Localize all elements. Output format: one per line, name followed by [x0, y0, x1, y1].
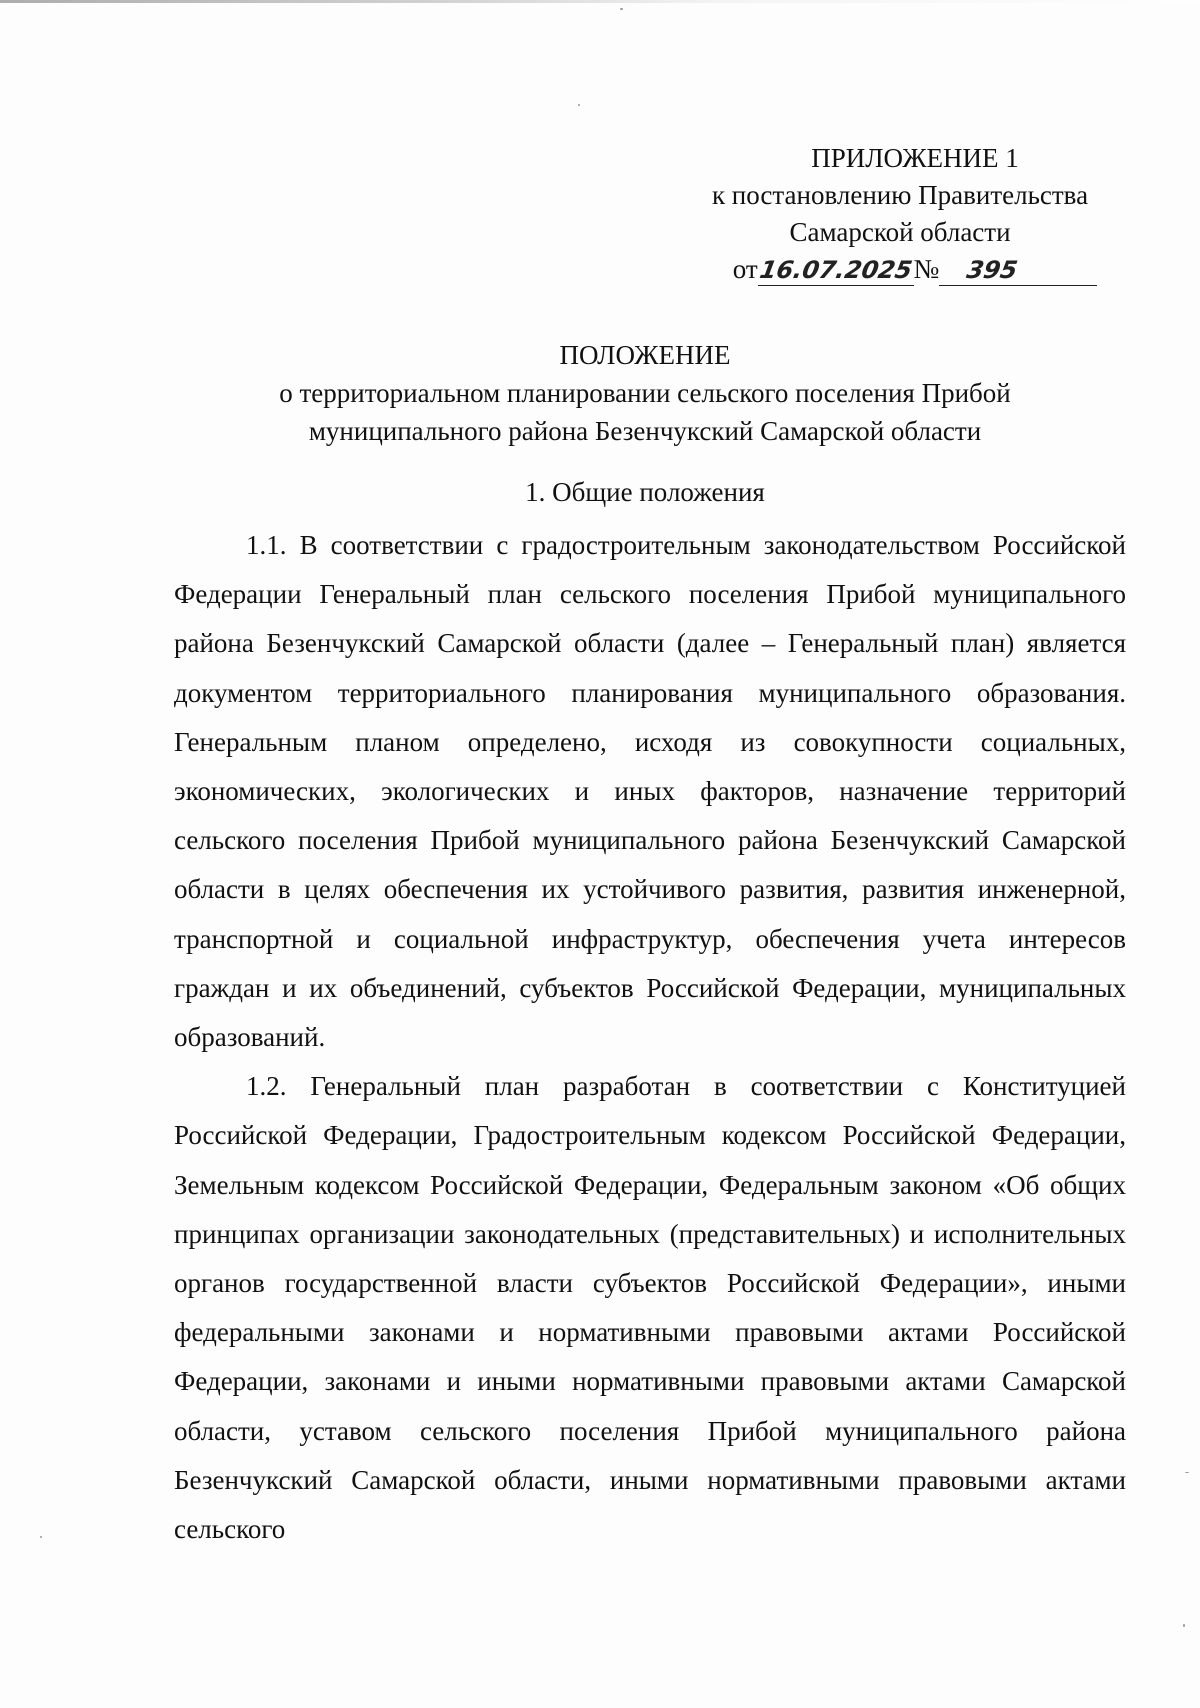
document-title-block — [160, 336, 1130, 450]
section-body — [174, 521, 1126, 1554]
section-heading: 1. Общие положения — [525, 477, 765, 507]
scan-speck — [1185, 1472, 1189, 1473]
paragraph-1-2: 1.2. Генеральный план разработан в соответствии с Конституцией Российской Федерации, Градостроительным кодексом Российской Федерации, Земельным кодексом Российской Федерации, Федеральным законом «Об общих принципах организации законодательных (представительных) и исполнительных органов государственной власти субъектов Российской Федерации», иными федеральными законами и нормативными правовыми актами Российской Федерации, законами и иными нормативными правовыми актами Самарской области, уставом сельского поселения Прибой муниципального района Безенчукский Самарской области, иными нормативными правовыми актами сельского — [174, 1071, 1126, 1545]
number-sign: № — [913, 254, 940, 284]
annex-resolution-line: к постановлению Правительства — [711, 180, 1089, 210]
paragraph-1-1: 1.1. В соответствии с градостроительным законодательством Российской Федерации Генеральный план сельского поселения Прибой муниципального района Безенчукский Самарской области (далее – Генеральный план) является документом территориального планирования муниципального образования. Генеральным планом определено, исходя из совокупности социальных, экономических, экологических и иных факторов, назначение территорий сельского поселения Прибой муниципального района Безенчукский Самарской области в целях обеспечения их устойчивого развития, развития инженерной, транспортной и социальной инфраструктур, обеспечения учета интересов граждан и их объединений, субъектов Российской Федерации, муниципальных образований. — [174, 530, 1126, 1053]
scan-speck — [620, 8, 623, 10]
annex-block — [660, 140, 1140, 288]
annex-region-line: Самарской области — [789, 217, 1011, 247]
document-subtitle-line-2: муниципального района Безенчукский Самарской области — [308, 416, 982, 446]
handwritten-number: 395 — [964, 256, 1020, 284]
scan-edge — [0, 0, 1200, 3]
handwritten-date: 16.07.2025 — [757, 256, 914, 284]
number-field — [939, 254, 1097, 286]
document-subtitle-line-1: о территориальном планировании сельского поселения Прибой — [279, 378, 1011, 408]
annex-date-line — [660, 251, 1140, 288]
document-title: ПОЛОЖЕНИЕ — [559, 340, 731, 370]
scan-speck — [1183, 1624, 1185, 1627]
date-field — [758, 254, 914, 286]
annex-title: ПРИЛОЖЕНИЕ 1 — [811, 143, 1019, 173]
date-prefix: от — [732, 254, 758, 284]
scan-speck — [40, 1536, 42, 1538]
scan-speck — [578, 104, 580, 106]
